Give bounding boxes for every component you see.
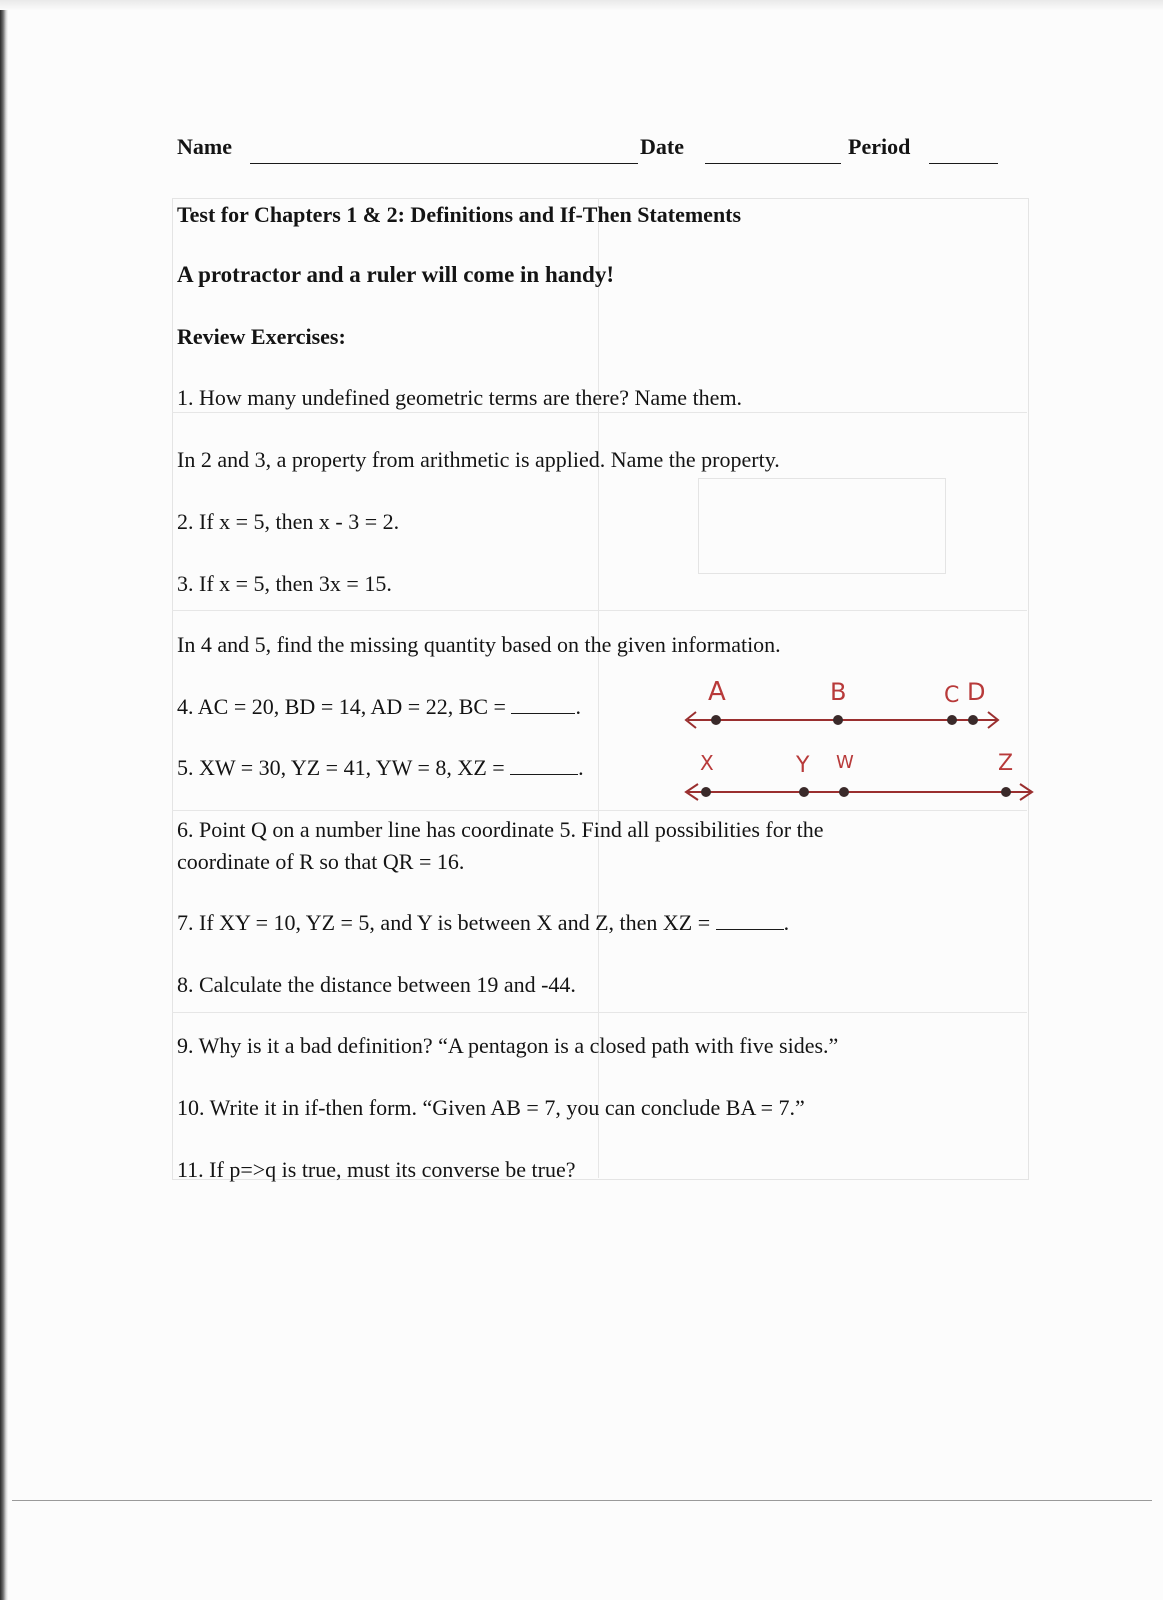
name-label: Name: [177, 134, 232, 159]
question-6-line-1: 6. Point Q on a number line has coordinate 5. Find all possibilities for the: [177, 817, 824, 842]
question-4: [177, 691, 581, 723]
question-7-period: .: [783, 910, 790, 935]
question-5: [177, 752, 584, 784]
bleed-through-box: [698, 478, 946, 574]
scan-top-edge: [0, 0, 1163, 10]
question-1: 1. How many undefined geometric terms are there? Name them.: [177, 385, 743, 410]
scan-edge-shadow: [0, 0, 8, 1600]
point-y-label: Y: [796, 753, 810, 778]
point-b-dot: [833, 715, 843, 725]
question-8: 8. Calculate the distance between 19 and -44.: [177, 972, 576, 997]
point-z-label: Z: [998, 751, 1014, 776]
date-label: Date: [640, 134, 684, 159]
point-z-dot: [1001, 787, 1011, 797]
point-b-label: B: [830, 678, 847, 706]
question-9: 9. Why is it a bad definition? “A pentagon is a closed path with five sides.”: [177, 1033, 839, 1058]
question-5-text: 5. XW = 30, YZ = 41, YW = 8, XZ =: [177, 755, 505, 780]
question-2: 2. If x = 5, then x - 3 = 2.: [177, 509, 400, 534]
point-c-dot: [947, 715, 957, 725]
point-d-label: D: [967, 678, 986, 706]
date-field[interactable]: [705, 163, 841, 164]
question-4-text: 4. AC = 20, BD = 14, AD = 22, BC =: [177, 694, 506, 719]
instruction-2-3: In 2 and 3, a property from arithmetic is applied. Name the property.: [177, 447, 780, 472]
question-7-text: 7. If XY = 10, YZ = 5, and Y is between X and Z, then XZ =: [177, 910, 711, 935]
bleed-through-rule: [172, 610, 1027, 611]
bleed-through-rule: [172, 810, 1027, 811]
number-line-xywz: [680, 746, 1040, 806]
point-a-label: A: [708, 677, 726, 707]
question-7: [177, 907, 789, 939]
question-5-period: .: [578, 755, 584, 780]
instruction-4-5: In 4 and 5, find the missing quantity based on the given information.: [177, 632, 781, 657]
bleed-through-rule: [172, 1012, 1027, 1013]
point-c-label: C: [944, 683, 960, 708]
question-11: 11. If p=>q is true, must its converse be true?: [177, 1157, 576, 1182]
question-5-answer-blank[interactable]: [510, 754, 578, 775]
section-heading: Review Exercises:: [177, 324, 346, 349]
point-y-dot: [799, 787, 809, 797]
question-6-line-2: coordinate of R so that QR = 16.: [177, 849, 465, 874]
point-a-dot: [711, 715, 721, 725]
question-4-period: .: [575, 694, 581, 719]
page-bottom-rule: [12, 1500, 1152, 1501]
instruction-note: A protractor and a ruler will come in handy!: [177, 262, 614, 287]
number-line-abcd: [680, 672, 1010, 732]
test-title: Test for Chapters 1 & 2: Definitions and If-Then Statements: [177, 202, 742, 227]
question-4-answer-blank[interactable]: [511, 693, 575, 714]
question-3: 3. If x = 5, then 3x = 15.: [177, 571, 392, 596]
point-d-dot: [968, 715, 978, 725]
point-x-label: X: [700, 751, 714, 775]
period-label: Period: [848, 134, 911, 159]
period-field[interactable]: [929, 163, 998, 164]
point-w-dot: [839, 787, 849, 797]
name-field[interactable]: [250, 163, 638, 164]
question-7-answer-blank[interactable]: [716, 909, 784, 930]
point-x-dot: [701, 787, 711, 797]
question-10: 10. Write it in if-then form. “Given AB = 7, you can conclude BA = 7.”: [177, 1095, 805, 1120]
point-w-label: W: [836, 752, 854, 773]
